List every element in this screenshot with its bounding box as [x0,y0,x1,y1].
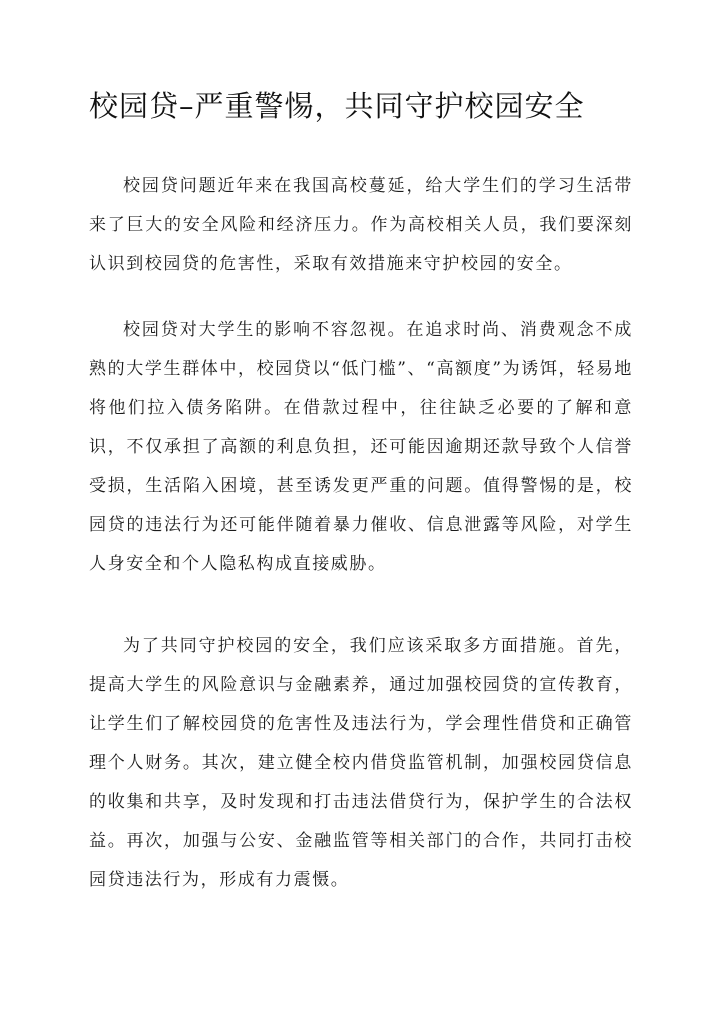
paragraph-measures: 为了共同守护校园的安全，我们应该采取多方面措施。首先，提高大学生的风险意识与金融素养，通过加强校园贷的宣传教育，让学生们了解校园贷的危害性及违法行为，学会理性借贷和正确管理个人财务。其次，建立健全校内借贷监管机制，加强校园贷信息的收集和共享，及时发现和打击违法借贷行为，保护学生的合法权益。再次，加强与公安、金融监管等相关部门的合作，共同打击校园贷违法行为，形成有力震慑。 [89,636,633,890]
document-title: 校园贷–严重警惕，共同守护校园安全 [89,89,585,123]
paragraph-impact: 校园贷对大学生的影响不容忽视。在追求时尚、消费观念不成熟的大学生群体中，校园贷以“低门槛”、“高额度”为诱饵，轻易地将他们拉入债务陷阱。在借款过程中，往往缺乏必要的了解和意识，不仅承担了高额的利息负担，还可能因逾期还款导致个人信誉受损，生活陷入困境，甚至诱发更严重的问题。值得警惕的是，校园贷的违法行为还可能伴随着暴力催收、信息泄露等风险，对学生人身安全和个人隐私构成直接威胁。 [89,320,633,574]
paragraph-intro: 校园贷问题近年来在我国高校蔓延，给大学生们的学习生活带来了巨大的安全风险和经济压力。作为高校相关人员，我们要深刻认识到校园贷的危害性，采取有效措施来守护校园的安全。 [89,176,633,274]
